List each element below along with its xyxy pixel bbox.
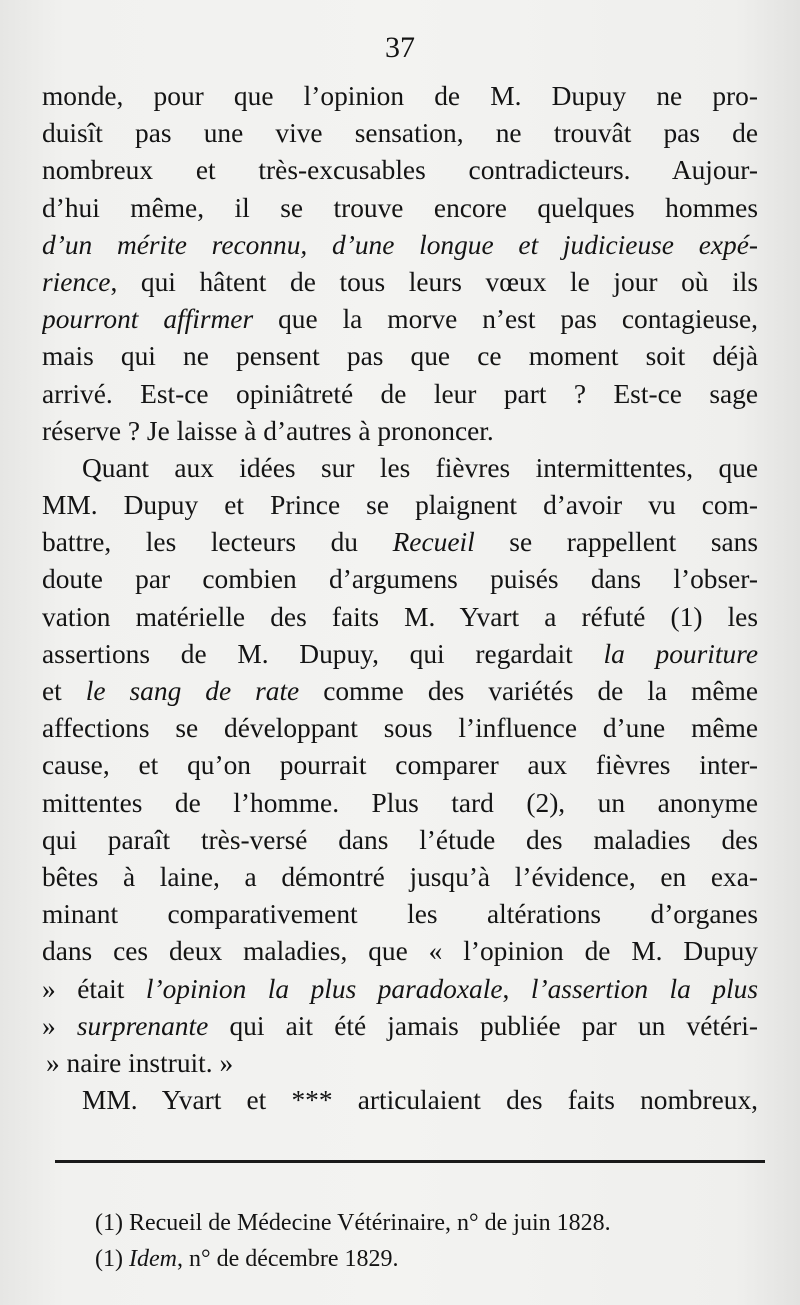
italic-segment: l’assertion la plus — [530, 973, 758, 1004]
italic-segment: la pouriture — [603, 638, 758, 669]
text-segment: et — [42, 676, 86, 706]
text-line — [42, 338, 758, 375]
text-line — [42, 450, 758, 487]
footnotes — [95, 1205, 755, 1277]
text-segment: d’hui même, il se trouve encore quelques hommes — [42, 192, 758, 223]
italic-segment: Recueil — [392, 527, 475, 558]
text-segment: nombreux et très-excusables contradicteurs. Aujour- — [42, 155, 758, 186]
text-line — [42, 152, 758, 189]
text-line — [42, 227, 758, 264]
text-segment: battre, les lecteurs du — [42, 527, 393, 558]
text-segment: mittentes de l’homme. Plus tard (2), un anonyme — [42, 787, 758, 818]
footnote-2-idem: Idem — [128, 1246, 177, 1272]
text-line — [42, 301, 758, 338]
text-line — [42, 673, 758, 710]
text-segment: » naire instruit. » — [46, 1047, 234, 1078]
text-line — [42, 822, 758, 859]
text-segment: réserve ? Je laisse à d’autres à prononcer. — [42, 415, 494, 446]
text-segment: comme des variétés de la même — [299, 676, 758, 706]
text-segment: MM. Dupuy et Prince se plaignent d’avoir vu com- — [42, 490, 758, 521]
text-segment: vation matérielle des faits M. Yvart a réfuté (1) les — [42, 601, 758, 632]
text-line — [42, 190, 758, 227]
text-line — [42, 264, 758, 301]
page-number: 37 — [385, 31, 415, 64]
text-line — [42, 376, 758, 413]
text-segment: qui ait été jamais publiée par un vétéri- — [208, 1010, 758, 1041]
text-line — [42, 78, 758, 115]
text-line — [42, 636, 758, 673]
italic-segment: rience — [42, 266, 111, 297]
text-segment: cause, et qu’on pourrait comparer aux fièvres inter- — [42, 750, 758, 781]
text-line — [42, 859, 758, 896]
text-segment: que la morve n’est pas contagieuse, — [253, 304, 758, 335]
footnote-2-marker: (1) — [95, 1246, 129, 1272]
text-segment: duisît pas une vive sensation, ne trouvât pas de — [42, 118, 758, 149]
italic-segment: le sang de rate — [85, 676, 300, 706]
body-text — [42, 78, 758, 1119]
footnote-rule — [55, 1160, 765, 1163]
text-segment: » — [42, 1010, 77, 1041]
footnote-1: (1) Recueil de Médecine Vétérinaire, n° de juin 1828. — [95, 1210, 611, 1236]
text-line — [42, 1082, 758, 1119]
text-line — [42, 785, 758, 822]
text-segment: assertions de M. Dupuy, qui regardait — [42, 638, 604, 669]
italic-segment: pourront affirmer — [42, 304, 254, 335]
text-segment: doute par combien d’argumens puisés dans l’obser- — [42, 564, 758, 595]
italic-segment: d’un mérite reconnu, d’une longue et judicieuse expé- — [42, 229, 758, 260]
text-segment: arrivé. Est-ce opiniâtreté de leur part ? Est-ce sage — [42, 378, 758, 409]
footnote-2 — [95, 1241, 755, 1277]
text-line — [42, 413, 758, 450]
text-segment: bêtes à laine, a démontré jusqu’à l’évidence, en exa- — [42, 861, 758, 892]
text-segment: mais qui ne pensent pas que ce moment soit déjà — [42, 341, 758, 372]
text-segment: MM. Yvart et *** articulaient des faits nombreux, — [82, 1085, 758, 1116]
text-line — [42, 971, 758, 1008]
text-segment: se rappellent sans — [474, 527, 758, 558]
text-segment: minant comparativement les altérations d’organes — [42, 899, 758, 930]
footnote-2-rest: , n° de décembre 1829. — [176, 1246, 399, 1272]
text-segment: Quant aux idées sur les fièvres intermittentes, que — [82, 452, 758, 483]
text-segment: affections se développant sous l’influence d’une même — [42, 713, 758, 744]
text-line — [42, 487, 758, 524]
text-segment: , — [502, 973, 531, 1004]
text-line — [42, 747, 758, 784]
text-line — [42, 710, 758, 747]
text-line — [42, 115, 758, 152]
text-segment: » était — [42, 973, 146, 1004]
italic-segment: l’opinion la plus paradoxale — [145, 973, 503, 1004]
text-line — [42, 933, 758, 970]
text-segment: monde, pour que l’opinion de M. Dupuy ne pro- — [42, 81, 758, 111]
text-line — [42, 1045, 758, 1082]
text-line — [42, 1008, 758, 1045]
text-segment: qui paraît très-versé dans l’étude des maladies des — [42, 824, 758, 855]
text-line — [42, 561, 758, 598]
text-line — [42, 599, 758, 636]
text-segment: dans ces deux maladies, que « l’opinion de M. Dupuy — [42, 936, 758, 967]
text-line — [42, 524, 758, 561]
italic-segment: surprenante — [76, 1010, 209, 1041]
text-segment: , qui hâtent de tous leurs vœux le jour où ils — [110, 266, 758, 297]
text-line — [42, 896, 758, 933]
